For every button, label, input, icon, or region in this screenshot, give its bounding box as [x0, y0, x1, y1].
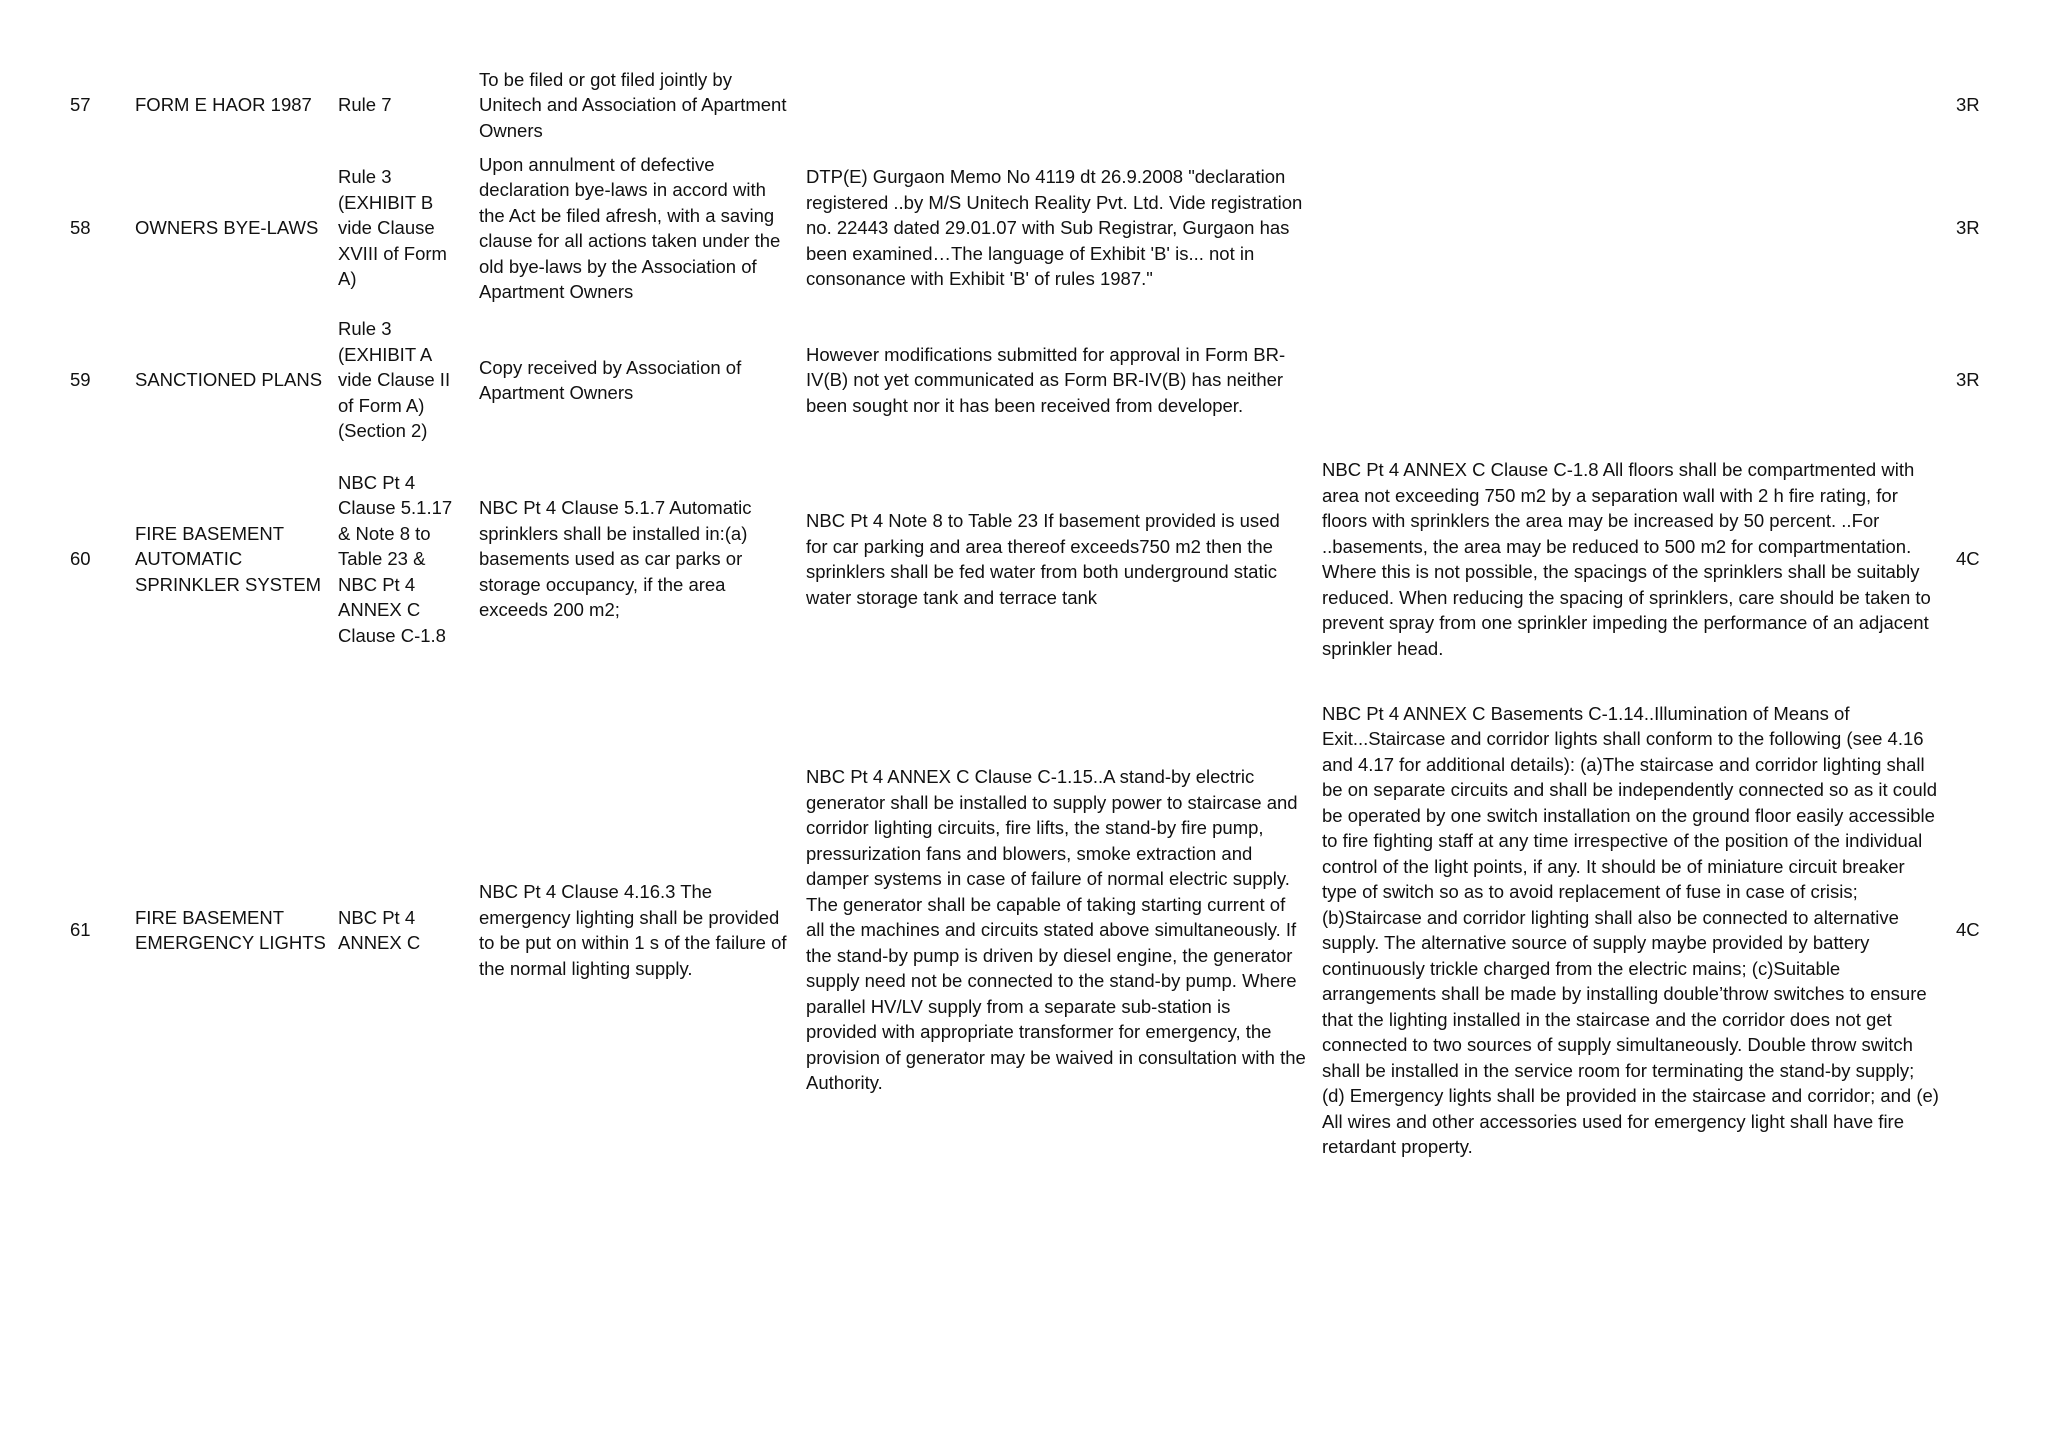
rule-reference: Rule 3 (EXHIBIT A vide Clause II of Form A) (Section 2): [338, 318, 451, 442]
table-row: [0, 680, 2048, 1180]
rule-reference: NBC Pt 4 ANNEX C: [338, 906, 421, 953]
table-row: [0, 314, 2048, 446]
category-code: 3R: [1956, 94, 1980, 116]
row-number: 61: [70, 919, 91, 941]
category-code: 3R: [1956, 217, 1980, 239]
item-title: FIRE BASEMENT AUTOMATIC SPRINKLER SYSTEM: [135, 522, 322, 595]
rule-reference: Rule 3 (EXHIBIT B vide Clause XVIII of Form A): [338, 166, 447, 290]
item-title: FIRE BASEMENT EMERGENCY LIGHTS: [135, 906, 326, 953]
category-code: 3R: [1956, 369, 1980, 391]
category-code: 4C: [1956, 919, 1980, 941]
row-number: 59: [70, 369, 91, 391]
rule-reference: Rule 7: [338, 94, 392, 116]
requirement-text: Copy received by Association of Apartment Owners: [479, 356, 742, 403]
status-text: NBC Pt 4 Note 8 to Table 23 If basement provided is used for car parking and area thereof exceeds750 m2 then the sprinklers shall be fed water from both underground static water storage tank and terrace tank: [806, 510, 1280, 608]
table-row: [0, 455, 2048, 663]
table-row: [0, 64, 2048, 146]
rule-reference: NBC Pt 4 Clause 5.1.17 & Note 8 to Table 23 & NBC Pt 4 ANNEX C Clause C-1.8: [338, 471, 453, 646]
item-title: OWNERS BYE-LAWS: [135, 217, 319, 239]
table-row: [0, 151, 2048, 305]
requirement-text: Upon annulment of defective declaration bye-laws in accord with the Act be filed afresh, with a saving clause for all actions taken under the old bye-laws by the Association of Apartment Owners: [479, 153, 781, 302]
remarks-text: [1322, 314, 1942, 446]
row-number: 60: [70, 548, 91, 570]
remarks-text: NBC Pt 4 ANNEX C Basements C-1.14..Illumination of Means of Exit...Staircase and corridor lights shall conform to the following (see 4.16 and 4.17 for additional details): (a)The staircase and corridor lighting shall be on separate circuits and shall be independently connected so as it could be operated by one switch installation on the ground floor easily accessible to fire fighting staff at any time irrespective of the position of the individual control of the light points, if any. It should be of miniature circuit breaker type of switch so as to avoid replacement of fuse in case of crisis; (b)Staircase and corridor lighting shall also be connected to alternative supply. The alternative source of supply maybe provided by battery continuously trickle charged from the electric mains; (c)Suitable arrangements shall be made by installing double’throw switches to ensure that the lighting installed in the staircase and the corridor does not get connected to two sources of supply simultaneously. Double throw switch shall be installed in the service room for terminating the stand-by supply; (d) Emergency lights shall be provided in the staircase and corridor; and (e) All wires and other accessories used for emergency light shall have fire retardant property.: [1322, 702, 1939, 1157]
status-text: NBC Pt 4 ANNEX C Clause C-1.15..A stand-by electric generator shall be installed to supply power to staircase and corridor lighting circuits, fire lifts, the stand-by fire pump, pressurization fans and blowers, smoke extraction and damper systems in case of failure of normal electric supply. The generator shall be capable of taking starting current of all the machines and circuits stated above simultaneously. If the stand-by pump is driven by diesel engine, the generator supply need not be connected to the stand-by pump. Where parallel HV/LV supply from a separate sub-station is provided with appropriate transformer for emergency, the provision of generator may be waived in consultation with the Authority.: [806, 766, 1306, 1094]
row-number: 58: [70, 217, 91, 239]
requirement-text: NBC Pt 4 Clause 4.16.3 The emergency lighting shall be provided to be put on within 1 s of the failure of the normal lighting supply.: [479, 881, 787, 979]
status-text: [806, 64, 1306, 146]
status-text: DTP(E) Gurgaon Memo No 4119 dt 26.9.2008 "declaration registered ..by M/S Unitech Reality Pvt. Ltd. Vide registration no. 22443 dated 29.01.07 with Sub Registrar, Gurgaon has been examined…The language of Exhibit 'B' is... not in consonance with Exhibit 'B' of rules 1987.": [806, 166, 1303, 290]
remarks-text: NBC Pt 4 ANNEX C Clause C-1.8 All floors shall be compartmented with area not exceeding 750 m2 by a separation wall with 2 h fire rating, for floors with sprinklers the area may be increased by 50 percent. ..For ..basements, the area may be reduced to 500 m2 for compartmentation. Where this is not possible, the spacings of the sprinklers shall be suitably reduced. When reducing the spacing of sprinklers, care should be taken to prevent spray from one sprinkler impeding the performance of an adjacent sprinkler head.: [1322, 459, 1931, 659]
row-number: 57: [70, 94, 91, 116]
requirement-text: To be filed or got filed jointly by Unitech and Association of Apartment Owners: [479, 68, 787, 141]
status-text: However modifications submitted for approval in Form BR-IV(B) not yet communicated as Form BR-IV(B) has neither been sought nor it has been received from developer.: [806, 343, 1286, 416]
remarks-text: [1322, 64, 1942, 146]
requirement-text: NBC Pt 4 Clause 5.1.7 Automatic sprinklers shall be installed in:(a) basements used as car parks or storage occupancy, if the area exceeds 200 m2;: [479, 497, 752, 621]
item-title: SANCTIONED PLANS: [135, 369, 323, 391]
item-title: FORM E HAOR 1987: [135, 94, 312, 116]
remarks-text: [1322, 151, 1942, 305]
category-code: 4C: [1956, 548, 1980, 570]
